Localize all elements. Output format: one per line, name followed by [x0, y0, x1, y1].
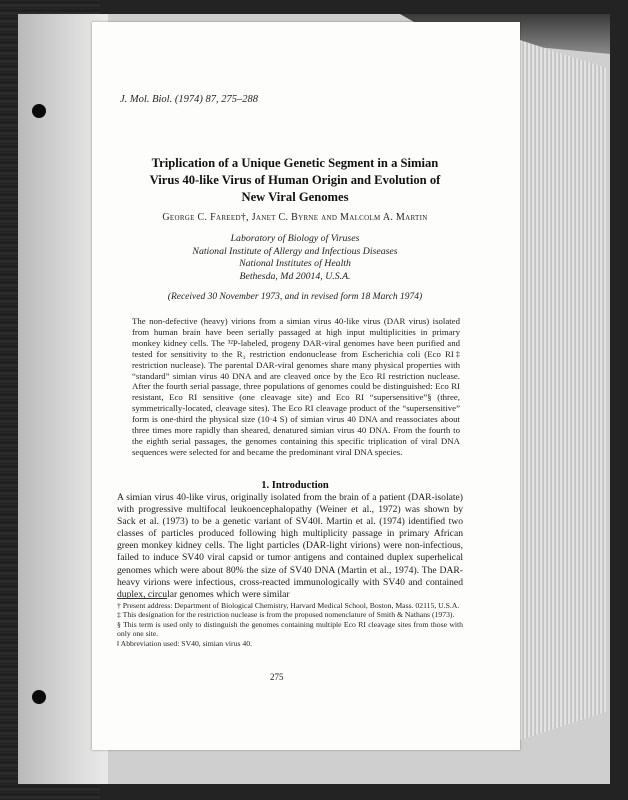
- book-page-edges: [520, 40, 606, 740]
- affiliation: [120, 233, 470, 283]
- affiliation-line: Bethesda, Md 20014, U.S.A.: [239, 270, 351, 282]
- abstract-text: The non-defective (heavy) virions from a simian virus 40-like virus (DAR virus) isolated from human brain have been serially passaged at high input multiplicities in primary monkey kidney cells. The ³²P-labeled, progeny DAR-viral genomes have been purified and tested for sensitivity to the R₁ restriction endonuclease from Escherichia coli (Eco RI‡ restriction nuclease). The parental DAR-viral genomes share many physical properties with “standard” simian virus 40 DNA and are cleaved once by the Eco RI restriction nuclease. After the fourth serial passage, three populations of genomes could be distinguished: Eco RI resistant, Eco RI sensitive (one cleavage site) and Eco RI “supersensitive”§ (three, symmetrically-located, cleavage sites). The Eco RI cleavage product of the “supersensitive” form is one-third the physical size (10·4 S) of simian virus 40 DNA and reassociates about three times more rapidly than sheared, denatured simian virus 40 DNA. From the fourth to the eighth serial passages, the genomes containing this specific triplication of viral DNA sequences were selected for and became the predominant viral DNA species.: [132, 316, 460, 457]
- footnotes: [117, 601, 463, 648]
- title-line: New Viral Genomes: [241, 190, 349, 204]
- affiliation-line: Laboratory of Biology of Viruses: [230, 233, 360, 244]
- received-date: (Received 30 November 1973, and in revised form 18 March 1974): [167, 292, 423, 302]
- title-line: Triplication of a Unique Genetic Segment in a Simian: [151, 156, 439, 170]
- footnote: ‖ Abbreviation used: SV40, simian virus 40.: [117, 638, 252, 648]
- article-title: [130, 155, 460, 206]
- abstract: [132, 316, 460, 458]
- footnote-rule: [117, 598, 167, 599]
- section-heading: 1. Introduction: [261, 480, 329, 491]
- footnote: § This term is used only to distinguish the genomes containing multiple Eco RI cleavage sites from those with only one site.: [117, 619, 463, 639]
- footnote: † Present address: Department of Biological Chemistry, Harvard Medical School, Boston, Mass. 02115, U.S.A.: [117, 601, 460, 610]
- punch-hole-top: [32, 104, 46, 118]
- affiliation-line: National Institutes of Health: [239, 258, 351, 269]
- journal-citation: J. Mol. Biol. (1974) 87, 275–288: [120, 94, 258, 105]
- introduction-text: [117, 492, 463, 601]
- introduction-paragraph: A simian virus 40-like virus, originally isolated from the brain of a patient (DAR-isolate) with progressive multifocal leukoencephalopathy (Weiner et al., 1972) was shown by Sack et al. (1973) to be a genetic variant of SV40‖. Martin et al. (1974) identified two classes of particles produced following high multiplicity passage in primary African green monkey kidney cells. The light particles (DAR-light virions) were non-infectious, failed to induce SV40 viral capsid or tumor antigens and contained duplex superhelical genomes which were about 80% the size of SV40 DNA (Martin et al., 1974). The DAR-heavy virions were infectious, cross-reacted immunologically with SV40 and contained duplex, circular genomes which were similar: [117, 492, 463, 600]
- footnote: ‡ This designation for the restriction nuclease is from the proposed nomenclature of Smith & Nathans (1973).: [117, 610, 455, 620]
- author-list: George C. Fareed†, Janet C. Byrne and Malcolm A. Martin: [162, 212, 428, 223]
- affiliation-line: National Institute of Allergy and Infectious Diseases: [192, 245, 398, 257]
- title-line: Virus 40-like Virus of Human Origin and Evolution of: [149, 173, 441, 187]
- page-number: 275: [270, 672, 284, 682]
- punch-hole-bottom: [32, 690, 46, 704]
